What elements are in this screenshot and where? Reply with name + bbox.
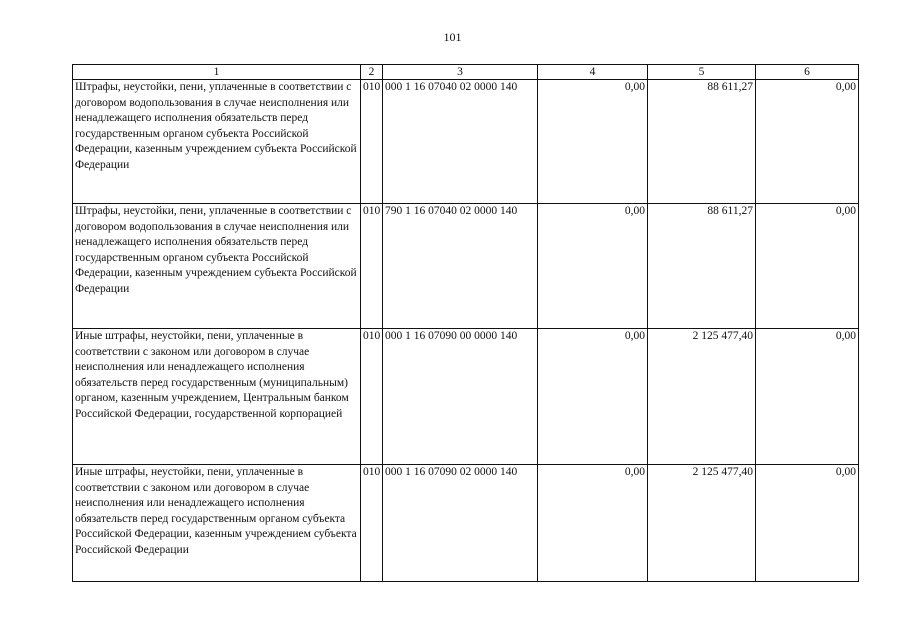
row-budget-code: 000 1 16 07040 02 0000 140: [383, 80, 538, 204]
row-col6-value: 0,00: [756, 465, 859, 582]
table-row: [73, 80, 859, 204]
column-header: 4: [538, 65, 648, 80]
column-header: 1: [73, 65, 361, 80]
row-name: Иные штрафы, неустойки, пени, уплаченные в соответствии с законом или договором в случае неисполнения или ненадлежащего исполнения обязательств перед государственным органом субъекта Российской Федерации, казенным учреждением субъекта Российской Федерации: [73, 465, 361, 582]
row-col6-value: 0,00: [756, 204, 859, 329]
row-col5-value: 2 125 477,40: [648, 329, 756, 465]
row-budget-code: 000 1 16 07090 02 0000 140: [383, 465, 538, 582]
row-line-code: 010: [361, 80, 383, 204]
column-header: 5: [648, 65, 756, 80]
table-row: [73, 465, 859, 582]
row-col6-value: 0,00: [756, 329, 859, 465]
table-row: [73, 204, 859, 329]
column-header: 3: [383, 65, 538, 80]
row-name: Штрафы, неустойки, пени, уплаченные в соответствии с договором водопользования в случае неисполнения или ненадлежащего исполнения обязательств перед государственным органом субъекта Российской Федерации, казенным учреждением субъекта Российской Федерации: [73, 204, 361, 329]
row-line-code: 010: [361, 465, 383, 582]
table-row: [73, 329, 859, 465]
row-col6-value: 0,00: [756, 80, 859, 204]
row-col4-value: 0,00: [538, 329, 648, 465]
row-col4-value: 0,00: [538, 204, 648, 329]
row-budget-code: 000 1 16 07090 00 0000 140: [383, 329, 538, 465]
column-header: 6: [756, 65, 859, 80]
row-line-code: 010: [361, 329, 383, 465]
row-col5-value: 88 611,27: [648, 204, 756, 329]
row-col4-value: 0,00: [538, 465, 648, 582]
row-budget-code: 790 1 16 07040 02 0000 140: [383, 204, 538, 329]
budget-table: [72, 64, 859, 582]
row-line-code: 010: [361, 204, 383, 329]
row-col4-value: 0,00: [538, 80, 648, 204]
table-header-row: [73, 65, 859, 80]
page-number: 101: [443, 30, 462, 44]
row-col5-value: 2 125 477,40: [648, 465, 756, 582]
row-name: Иные штрафы, неустойки, пени, уплаченные в соответствии с законом или договором в случае неисполнения или ненадлежащего исполнения обязательств перед государственным (муниципальным) органом, казенным учреждением, Центральным банком Российской Федерации, государственной корпорацией: [73, 329, 361, 465]
row-col5-value: 88 611,27: [648, 80, 756, 204]
column-header: 2: [361, 65, 383, 80]
row-name: Штрафы, неустойки, пени, уплаченные в соответствии с договором водопользования в случае неисполнения или ненадлежащего исполнения обязательств перед государственным органом субъекта Российской Федерации, казенным учреждением субъекта Российской Федерации: [73, 80, 361, 204]
